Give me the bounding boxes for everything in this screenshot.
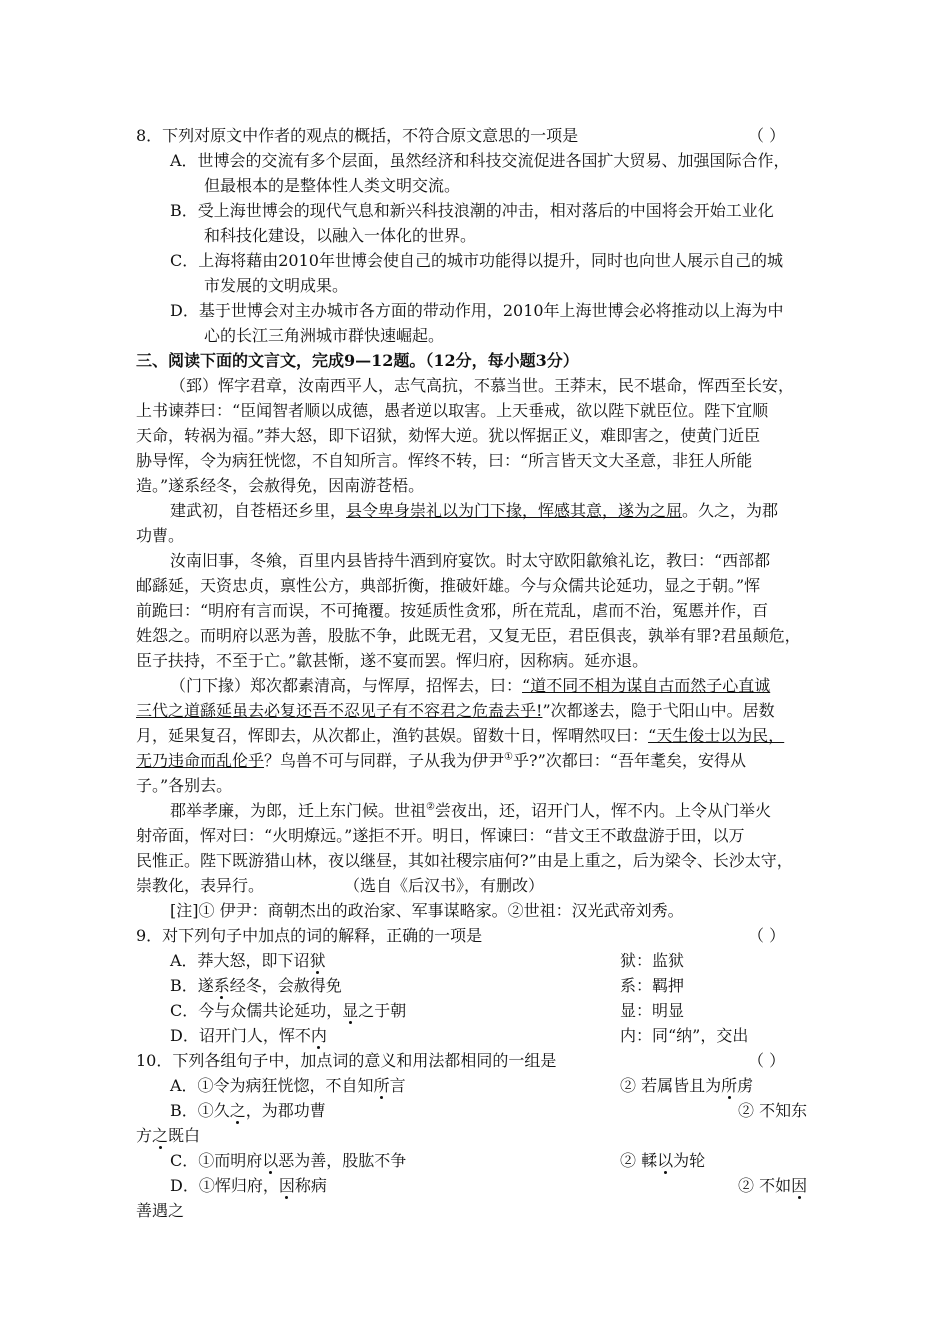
- dotted-word: 因: [791, 1176, 808, 1195]
- q10-option-b-cont: [136, 1126, 200, 1146]
- option-text: B．①久: [170, 1101, 230, 1120]
- option-text: B．遂: [170, 976, 214, 995]
- q9-option-d: [170, 1026, 327, 1046]
- q10-option-d: [170, 1176, 327, 1196]
- dotted-word: 因: [278, 1176, 295, 1195]
- footnote: [注]① 伊尹：商朝杰出的政治家、军事谋略家。②世祖：汉光武帝刘秀。: [170, 901, 684, 920]
- option-text: C．①而明府: [170, 1151, 263, 1170]
- passage-line: 民惟正。陛下既游猎山林，夜以继昼，其如社稷宗庙何?”由是上重之，后为梁令、长沙太守，: [136, 851, 793, 870]
- passage-text: 月，延果复召，恽即去，从次都止，渔钓甚娱。留数十日，恽喟然叹曰：: [136, 726, 649, 745]
- passage-line: 天命，转祸为福。”莽大怒，即下诏狱，劾恽大逆。犹以恽据正义，难即害之，使黄门近臣: [136, 426, 761, 445]
- option-text: ，为郡功曹: [245, 1101, 326, 1120]
- q10-option-a-2: [620, 1076, 753, 1096]
- option-text: A．①令为病狂恍惚，不自知: [170, 1076, 374, 1095]
- q8-option-d-cont: 心的长江三角洲城市群快速崛起。: [204, 326, 445, 345]
- passage-text: 乎?”次都曰：“吾年耄矣，安得从: [513, 751, 746, 770]
- dotted-word: 系: [213, 976, 230, 995]
- q9-option-a: [170, 951, 326, 971]
- passage-text: 尝夜出，还，诏开门人，恽不内。上令从门举火: [434, 801, 771, 820]
- passage-line: 邮繇延，天资忠贞，禀性公方，典部折衡，推破奸雄。今与众儒共论延功，显之于朝。”恽: [136, 576, 761, 595]
- dotted-word: 狱: [309, 951, 326, 970]
- passage-text: （门下掾）郑次都素清高，与恽厚，招恽去，曰：: [170, 676, 523, 695]
- dotted-word: 内: [310, 1026, 327, 1045]
- source-citation: （选自《后汉书》，有删改）: [344, 876, 545, 895]
- q8-option-b-cont: 和科技化建设，以融入一体化的世界。: [204, 226, 477, 245]
- q9-answer-paren: （ ）: [748, 926, 786, 945]
- option-text: 虏: [737, 1076, 754, 1095]
- option-text: 称病: [294, 1176, 327, 1195]
- option-text: 方: [136, 1126, 153, 1145]
- dotted-word: 以: [262, 1151, 279, 1170]
- q9-option-c-explain: 显：明显: [620, 1001, 685, 1020]
- dotted-word: 以: [657, 1151, 674, 1170]
- option-text: D．①恽归府，: [170, 1176, 279, 1195]
- underlined-sentence: “天生俊士以为民，: [648, 726, 785, 745]
- option-text: A．莽大怒，即下诏: [170, 951, 310, 970]
- q9-option-b-explain: 系：羁押: [620, 976, 685, 995]
- passage-line: （郅）恽字君章，汝南西平人，志气高抗，不慕当世。王莽末，民不堪命，恽西至长安，: [170, 376, 795, 395]
- passage-line: 姓怨之。而明府以恶为善，股肱不争，此既无君，又复无臣，君臣俱丧，孰举有罪?君虽颠危，: [136, 626, 801, 645]
- passage-text: ”次都遂去，隐于弋阳山中。居数: [542, 701, 775, 720]
- q10-option-a: [170, 1076, 406, 1096]
- option-text: 经冬，会赦得免: [229, 976, 342, 995]
- option-text: ② 不如: [738, 1176, 792, 1195]
- dotted-word: 显: [342, 1001, 359, 1020]
- option-text: 为轮: [673, 1151, 706, 1170]
- underlined-sentence: 无乃违命而乱伦乎: [136, 751, 265, 770]
- passage-line: 臣子扶持，不至于亡。”歙甚惭，遂不宴而罢。恽归府，因称病。延亦退。: [136, 651, 649, 670]
- passage-text: ？鸟兽不可与同群，子从我为伊尹: [264, 751, 505, 770]
- q8-option-a: A．世博会的交流有多个层面，虽然经济和科技交流促进各国扩大贸易、加强国际合作，: [170, 151, 790, 170]
- underlined-sentence: 县令卑身崇礼以为门下掾，恽感其意，遂为之屈: [346, 501, 683, 520]
- footnote-marker: ②: [426, 801, 435, 813]
- passage-line: 射帝面，恽对曰：“火明燎远。”遂拒不开。明日，恽谏曰：“昔文王不敢盘游于田，以万: [136, 826, 745, 845]
- q9-option-c: [170, 1001, 406, 1021]
- passage-line: [170, 501, 778, 521]
- passage-line: 胁导恽，令为病狂恍惚，不自知所言。恽终不转，曰：“所言皆天文大圣意，非狂人所能: [136, 451, 753, 470]
- passage-line: [136, 726, 784, 746]
- q10-stem: 10．下列各组句子中，加点词的意义和用法都相同的一组是: [136, 1051, 557, 1070]
- q10-option-b: [170, 1101, 326, 1121]
- passage-line: 造。”遂系经冬，会赦得免，因南游苍梧。: [136, 476, 425, 495]
- option-text: 言: [389, 1076, 406, 1095]
- underlined-sentence: 三代之道繇延虽去必复还吾不忍见子有不容君之危盍去乎!: [136, 701, 543, 720]
- passage-line: 子。”各别去。: [136, 776, 233, 795]
- option-text: 恶为善，股肱不争: [278, 1151, 407, 1170]
- q10-answer-paren: （ ）: [748, 1051, 786, 1070]
- q8-answer-paren: （ ）: [748, 126, 786, 145]
- option-text: 之于朝: [358, 1001, 407, 1020]
- option-text: C．今与众儒共论延功，: [170, 1001, 343, 1020]
- passage-text: 。久之，为郡: [682, 501, 779, 520]
- passage-line: [136, 701, 775, 721]
- passage-line: [170, 801, 771, 821]
- passage-line: 前跪曰：“明府有言而误，不可掩覆。按延质性贪邪，所在荒乱，虐而不治，冤慝并作，百: [136, 601, 769, 620]
- option-text: ② 輮: [620, 1151, 658, 1170]
- passage-text: 崇教化，表异行。: [136, 876, 265, 895]
- underlined-sentence: “道不同不相为谋自古而然子心直诚: [522, 676, 771, 695]
- passage-text: 郡举孝廉，为郎，迁上东门候。世祖: [170, 801, 427, 820]
- q9-option-d-explain: 内：同“纳”，交出: [620, 1026, 749, 1045]
- q9-option-b: [170, 976, 342, 996]
- dotted-word: 所: [721, 1076, 738, 1095]
- passage-line: 功曹。: [136, 526, 185, 545]
- q10-option-c-2: [620, 1151, 705, 1171]
- option-text: ② 若属皆且为: [620, 1076, 722, 1095]
- dotted-word: 之: [229, 1101, 246, 1120]
- q8-option-b: B．受上海世博会的现代气息和新兴科技浪潮的冲击，相对落后的中国将会开始工业化: [170, 201, 774, 220]
- q8-stem: 8．下列对原文中作者的观点的概括，不符合原文意思的一项是: [136, 126, 579, 145]
- passage-line: [136, 876, 544, 896]
- dotted-word: 之: [152, 1126, 169, 1145]
- dotted-word: 所: [373, 1076, 390, 1095]
- option-text: D．诏开门人，恽不: [170, 1026, 311, 1045]
- q10-option-c: [170, 1151, 406, 1171]
- q10-option-d-2: [738, 1176, 807, 1196]
- q8-option-a-cont: 但最根本的是整体性人类文明交流。: [204, 176, 461, 195]
- q9-stem: 9．对下列句子中加点的词的解释，正确的一项是: [136, 926, 483, 945]
- q10-option-b-2: ② 不知东: [738, 1101, 808, 1120]
- passage-text: 建武初，自苍梧还乡里，: [170, 501, 347, 520]
- q9-option-a-explain: 狱：监狱: [620, 951, 685, 970]
- passage-line: 上书谏莽曰：“臣闻智者顺以成德，愚者逆以取害。上天垂戒，欲以陛下就臣位。陛下宜顺: [136, 401, 769, 420]
- q8-option-d: D．基于世博会对主办城市各方面的带动作用，2010年上海世博会必将推动以上海为中: [170, 301, 784, 320]
- q8-option-c-cont: 市发展的文明成果。: [204, 276, 349, 295]
- section-heading: 三、阅读下面的文言文，完成9—12题。（12分，每小题3分）: [136, 351, 579, 370]
- passage-line: [136, 751, 746, 771]
- q10-option-d-cont: 善遇之: [136, 1201, 185, 1220]
- passage-line: 汝南旧事，冬飨，百里内县皆持牛酒到府宴饮。时太守欧阳歙飨礼讫，教曰：“西部都: [170, 551, 771, 570]
- passage-line: [170, 676, 770, 696]
- option-text: 既白: [168, 1126, 201, 1145]
- footnote-marker: ①: [504, 751, 513, 763]
- q8-option-c: C．上海将藉由2010年世博会使自己的城市功能得以提升，同时也向世人展示自己的城: [170, 251, 783, 270]
